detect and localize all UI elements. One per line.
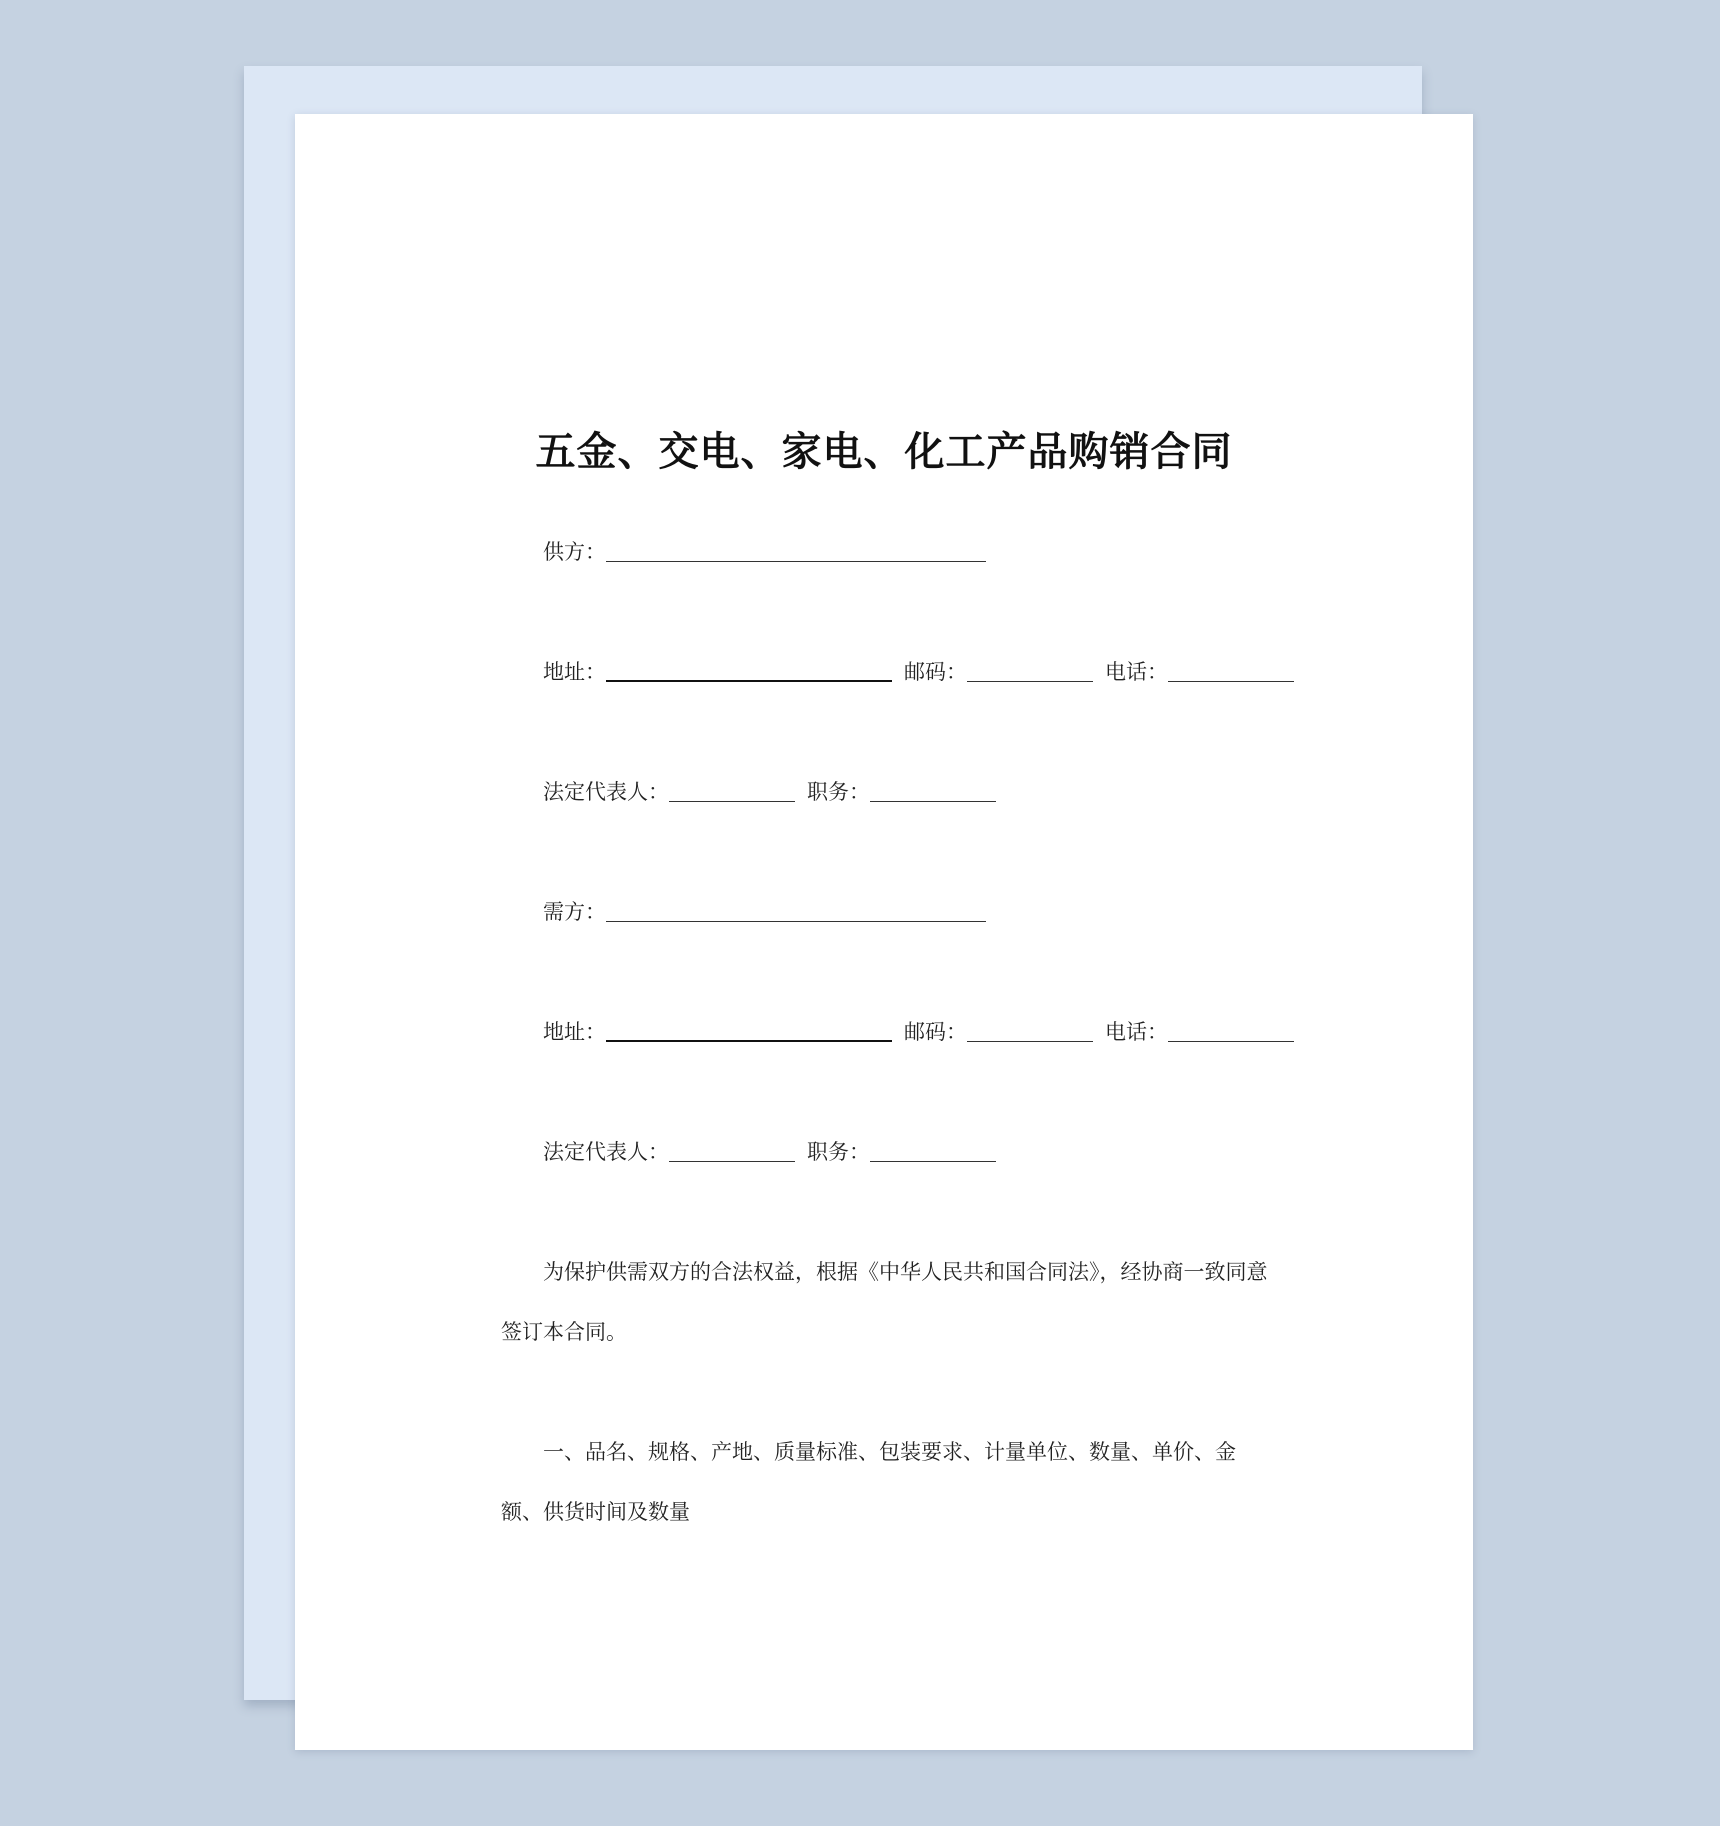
buyer-address-blank xyxy=(606,1018,892,1042)
clause-1-paragraph: 一、品名、规格、产地、质量标准、包装要求、计量单位、数量、单价、金额、供货时间及数量 xyxy=(501,1440,1236,1524)
supplier-label: 供方： xyxy=(543,540,606,564)
buyer-name-blank xyxy=(606,899,986,922)
supplier-legal-rep-blank xyxy=(669,779,795,802)
supplier-row xyxy=(543,536,986,568)
document-title: 五金、交电、家电、化工产品购销合同 xyxy=(535,429,1233,475)
buyer-postcode-blank xyxy=(967,1019,1093,1042)
buyer-legal-rep-blank xyxy=(669,1139,795,1162)
buyer-rep-row xyxy=(543,1136,996,1168)
supplier-position-label: 职务： xyxy=(807,780,870,804)
supplier-name-blank xyxy=(606,539,986,562)
preamble-paragraph: 为保护供需双方的合法权益，根据《中华人民共和国合同法》，经协商一致同意签订本合同。 xyxy=(501,1260,1268,1344)
supplier-address-row xyxy=(543,656,1294,688)
supplier-rep-row xyxy=(543,776,996,808)
buyer-postcode-label: 邮码： xyxy=(904,1020,967,1044)
buyer-label: 需方： xyxy=(543,900,606,924)
supplier-postcode-blank xyxy=(967,659,1093,682)
buyer-phone-label: 电话： xyxy=(1105,1020,1168,1044)
supplier-legal-rep-label: 法定代表人： xyxy=(543,780,669,804)
buyer-position-label: 职务： xyxy=(807,1140,870,1164)
supplier-address-label: 地址： xyxy=(543,660,606,684)
document-page xyxy=(295,114,1473,1750)
buyer-legal-rep-label: 法定代表人： xyxy=(543,1140,669,1164)
buyer-address-row xyxy=(543,1016,1294,1048)
buyer-position-blank xyxy=(870,1139,996,1162)
supplier-position-blank xyxy=(870,779,996,802)
supplier-phone-blank xyxy=(1168,659,1294,682)
supplier-postcode-label: 邮码： xyxy=(904,660,967,684)
supplier-address-blank xyxy=(606,658,892,682)
supplier-phone-label: 电话： xyxy=(1105,660,1168,684)
buyer-phone-blank xyxy=(1168,1019,1294,1042)
buyer-row xyxy=(543,896,986,928)
buyer-address-label: 地址： xyxy=(543,1020,606,1044)
